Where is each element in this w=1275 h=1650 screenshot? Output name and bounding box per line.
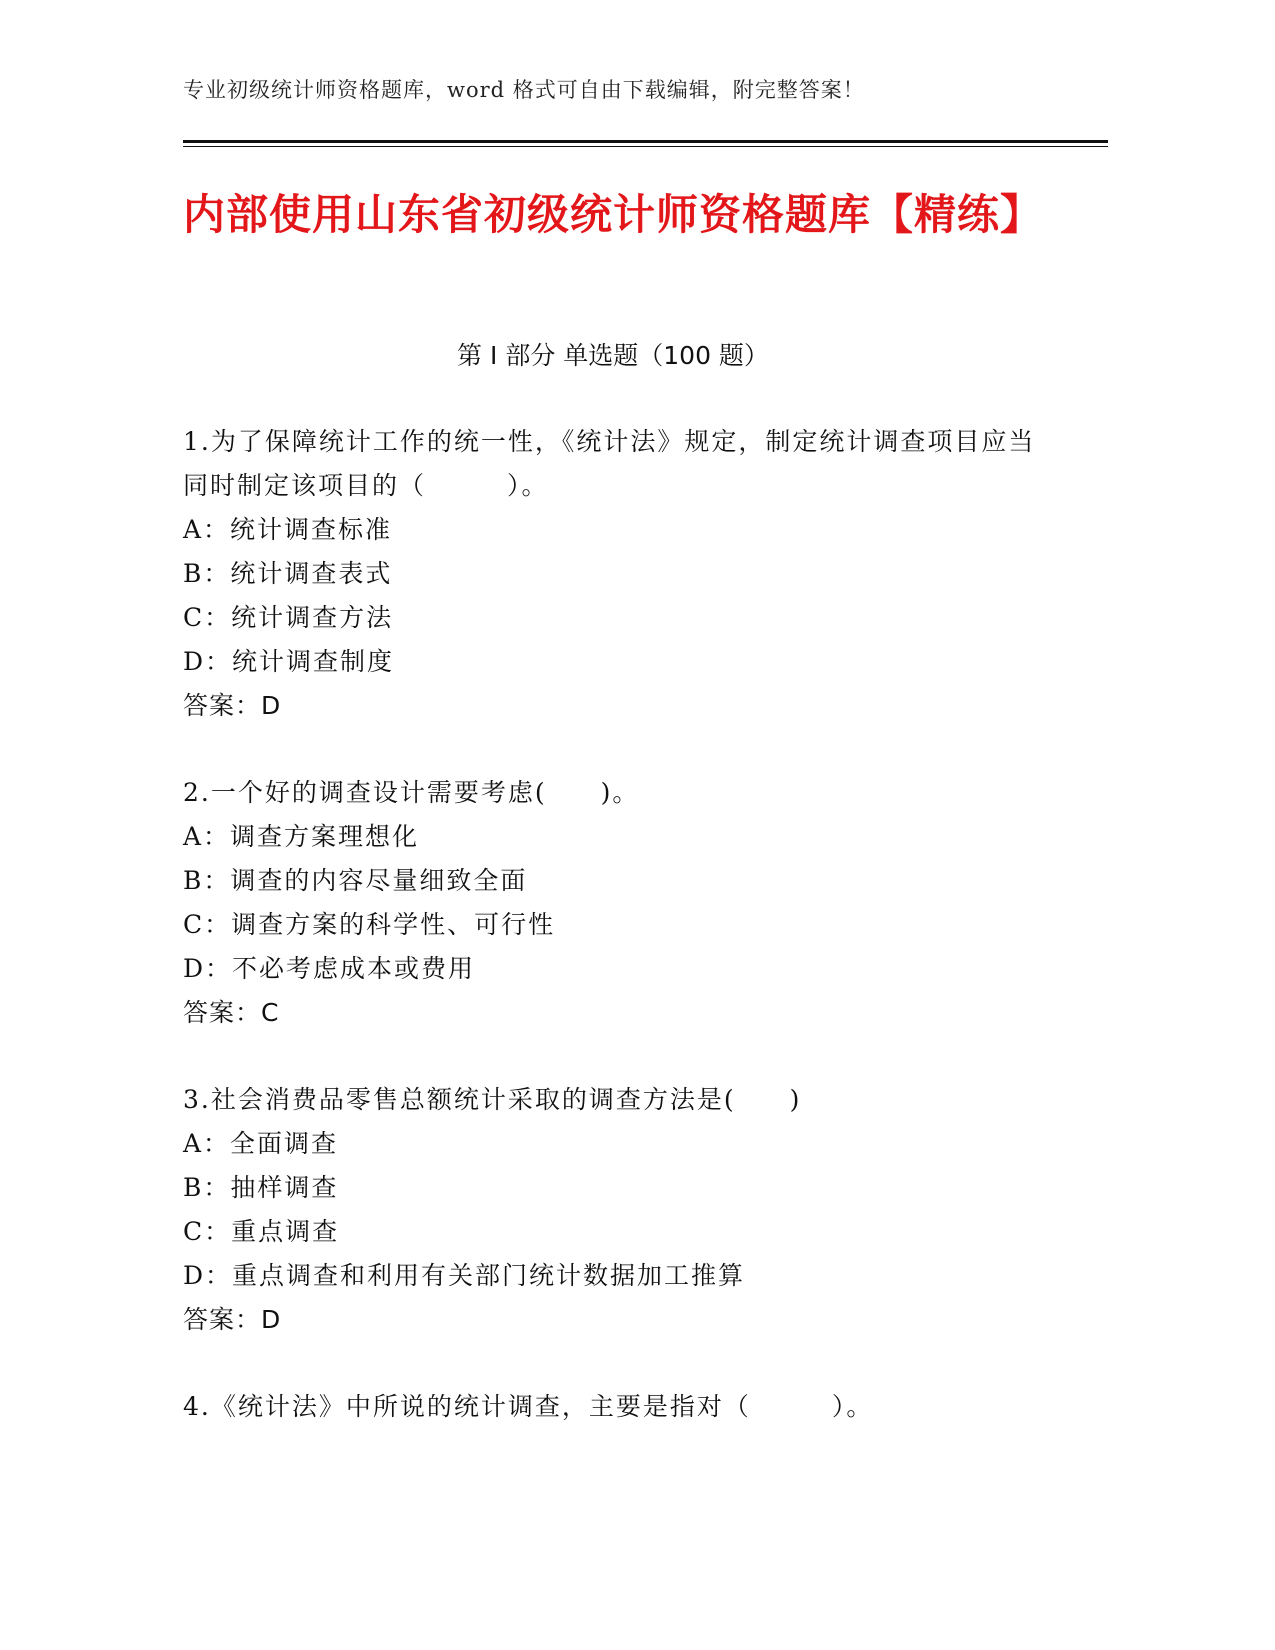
- option-b: B：调查的内容尽量细致全面: [183, 866, 528, 895]
- answer: 答案：C: [183, 998, 280, 1027]
- option-b: B：统计调查表式: [183, 559, 393, 588]
- question-1: [183, 420, 1043, 728]
- document-title: 内部使用山东省初级统计师资格题库【精练】: [183, 190, 1044, 239]
- answer: 答案：D: [183, 691, 282, 720]
- header-note: 专业初级统计师资格题库，word 格式可自由下载编辑，附完整答案！: [183, 78, 865, 102]
- answer: 答案：D: [183, 1305, 282, 1334]
- header-rule-thin: [183, 146, 1108, 147]
- option-c: C：调查方案的科学性、可行性: [183, 910, 556, 939]
- option-c: C：统计调查方法: [183, 603, 394, 632]
- question-stem: 2.一个好的调查设计需要考虑( )。: [183, 778, 640, 807]
- option-d: D：不必考虑成本或费用: [183, 954, 476, 983]
- question-stem: 1.为了保障统计工作的统一性，《统计法》规定，制定统计调查项目应当同时制定该项目的（ ）。: [183, 427, 1036, 500]
- question-3: [183, 1078, 1043, 1342]
- header-rule-thick: [183, 140, 1108, 143]
- question-2: [183, 771, 1043, 1035]
- option-a: A：统计调查标准: [183, 515, 393, 544]
- option-d: D：统计调查制度: [183, 647, 395, 676]
- question-stem: 3.社会消费品零售总额统计采取的调查方法是( ): [183, 1085, 802, 1114]
- question-stem: 4.《统计法》中所说的统计调查，主要是指对（ ）。: [183, 1392, 874, 1421]
- section-title: 第 I 部分 单选题（100 题）: [457, 341, 769, 370]
- option-c: C：重点调查: [183, 1217, 340, 1246]
- question-list: [183, 420, 1043, 1472]
- option-d: D：重点调查和利用有关部门统计数据加工推算: [183, 1261, 746, 1290]
- question-4: [183, 1385, 1043, 1429]
- option-a: A：全面调查: [183, 1129, 339, 1158]
- option-b: B：抽样调查: [183, 1173, 339, 1202]
- option-a: A：调查方案理想化: [183, 822, 420, 851]
